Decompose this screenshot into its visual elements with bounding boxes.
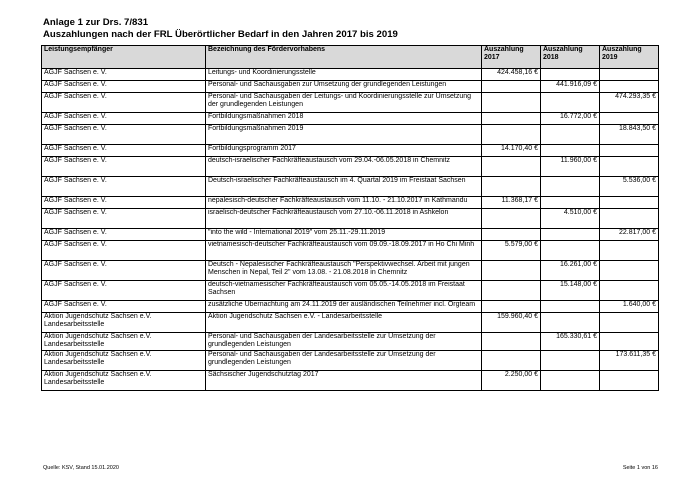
cell-payout-2017 bbox=[482, 157, 541, 177]
page-number: Seite 1 von 16 bbox=[622, 465, 658, 471]
cell-payout-2018: 16.261,00 € bbox=[541, 261, 600, 281]
cell-payout-2019 bbox=[600, 281, 659, 301]
cell-payout-2019 bbox=[600, 81, 659, 93]
table-row bbox=[42, 81, 659, 93]
cell-recipient: Aktion Jugendschutz Sachsen e.V. Landesarbeitsstelle bbox=[42, 313, 206, 333]
cell-recipient: AGJF Sachsen e. V. bbox=[42, 241, 206, 261]
cell-payout-2017 bbox=[482, 261, 541, 281]
cell-project: Aktion Jugendschutz Sachsen e.V. - Landesarbeitsstelle bbox=[206, 313, 482, 333]
payments-table bbox=[41, 45, 659, 391]
cell-payout-2018 bbox=[541, 370, 600, 390]
cell-payout-2017 bbox=[482, 281, 541, 301]
cell-payout-2018 bbox=[541, 125, 600, 145]
cell-payout-2017 bbox=[482, 81, 541, 93]
cell-payout-2018: 11.960,00 € bbox=[541, 157, 600, 177]
cell-payout-2019 bbox=[600, 157, 659, 177]
header-payout-2017: Auszahlung 2017 bbox=[482, 46, 541, 69]
cell-recipient: AGJF Sachsen e. V. bbox=[42, 197, 206, 209]
cell-payout-2019: 18.843,50 € bbox=[600, 125, 659, 145]
cell-project: Sächsischer Jugendschutztag 2017 bbox=[206, 370, 482, 390]
cell-project: Personal- und Sachausgaben zur Umsetzung der grundlegenden Leistungen bbox=[206, 81, 482, 93]
cell-payout-2018: 4.510,00 € bbox=[541, 209, 600, 229]
cell-project: Deutsch - Nepalesischer Fachkräfteaustausch "Perspektivwechsel. Arbeit mit jungen Menschen in Nepal, Teil 2" vom 13.08. - 21.08.2018 in Chemnitz bbox=[206, 261, 482, 281]
cell-project: Personal- und Sachausgaben der Leitungs- und Koordinierungsstelle zur Umsetzung der grundlegenden Leistungen bbox=[206, 93, 482, 113]
cell-payout-2017 bbox=[482, 209, 541, 229]
cell-recipient: Aktion Jugendschutz Sachsen e.V. Landesarbeitsstelle bbox=[42, 350, 206, 370]
cell-payout-2017: 14.170,40 € bbox=[482, 145, 541, 157]
table-body bbox=[42, 69, 659, 391]
cell-payout-2017: 5.579,00 € bbox=[482, 241, 541, 261]
cell-project: nepalesisch-deutscher Fachkräfteaustausch vom 11.10. - 21.10.2017 in Kathmandu bbox=[206, 197, 482, 209]
cell-payout-2019 bbox=[600, 145, 659, 157]
table-row bbox=[42, 261, 659, 281]
cell-payout-2017 bbox=[482, 177, 541, 197]
cell-payout-2018 bbox=[541, 69, 600, 81]
cell-recipient: AGJF Sachsen e. V. bbox=[42, 145, 206, 157]
header-recipient: Leistungsempfänger bbox=[42, 46, 206, 69]
cell-project: Deutsch-israelischer Fachkräfteaustausch im 4. Quartal 2019 im Freistaat Sachsen bbox=[206, 177, 482, 197]
cell-recipient: AGJF Sachsen e. V. bbox=[42, 281, 206, 301]
header-payout-2019: Auszahlung 2019 bbox=[600, 46, 659, 69]
cell-recipient: AGJF Sachsen e. V. bbox=[42, 81, 206, 93]
cell-payout-2017: 159.960,40 € bbox=[482, 313, 541, 333]
table-row bbox=[42, 281, 659, 301]
table-row bbox=[42, 209, 659, 229]
table-row bbox=[42, 241, 659, 261]
cell-project: Personal- und Sachausgaben der Landesarbeitsstelle zur Umsetzung der grundlegenden Leistungen bbox=[206, 350, 482, 370]
table-row bbox=[42, 301, 659, 313]
cell-project: vietnamesisch-deutscher Fachkräfteaustausch vom 09.09.-18.09.2017 in Ho Chi Minh bbox=[206, 241, 482, 261]
cell-payout-2017 bbox=[482, 229, 541, 241]
cell-project: zusätzliche Übernachtung am 24.11.2019 der ausländischen Teilnehmer incl. Orgteam bbox=[206, 301, 482, 313]
table-row bbox=[42, 229, 659, 241]
table-row bbox=[42, 157, 659, 177]
cell-project: deutsch-israelischer Fachkräfteaustausch vom 29.04.-06.05.2018 in Chemnitz bbox=[206, 157, 482, 177]
cell-project: "into the wild - International 2019" vom 25.11.-29.11.2019 bbox=[206, 229, 482, 241]
cell-recipient: AGJF Sachsen e. V. bbox=[42, 177, 206, 197]
cell-payout-2019 bbox=[600, 261, 659, 281]
cell-payout-2018 bbox=[541, 229, 600, 241]
cell-payout-2018: 16.772,00 € bbox=[541, 113, 600, 125]
cell-payout-2017 bbox=[482, 350, 541, 370]
cell-project: deutsch-vietnamesischer Fachkräfteaustausch vom 05.05.-14.05.2018 im Freistaat Sachsen bbox=[206, 281, 482, 301]
cell-payout-2017: 2.250,00 € bbox=[482, 370, 541, 390]
cell-recipient: AGJF Sachsen e. V. bbox=[42, 93, 206, 113]
cell-payout-2017: 424.458,16 € bbox=[482, 69, 541, 81]
header-payout-2018: Auszahlung 2018 bbox=[541, 46, 600, 69]
cell-payout-2019: 474.293,35 € bbox=[600, 93, 659, 113]
cell-payout-2019: 173.611,35 € bbox=[600, 350, 659, 370]
cell-payout-2018 bbox=[541, 197, 600, 209]
cell-project: Fortbildungsprogramm 2017 bbox=[206, 145, 482, 157]
cell-project: Leitungs- und Koordinierungsstelle bbox=[206, 69, 482, 81]
cell-payout-2019 bbox=[600, 370, 659, 390]
cell-recipient: Aktion Jugendschutz Sachsen e.V. Landesarbeitsstelle bbox=[42, 370, 206, 390]
table-row bbox=[42, 113, 659, 125]
cell-payout-2017 bbox=[482, 93, 541, 113]
table-row bbox=[42, 350, 659, 370]
cell-payout-2017: 11.368,17 € bbox=[482, 197, 541, 209]
cell-payout-2018: 165.330,61 € bbox=[541, 333, 600, 351]
cell-recipient: AGJF Sachsen e. V. bbox=[42, 157, 206, 177]
cell-payout-2019 bbox=[600, 197, 659, 209]
table-row bbox=[42, 125, 659, 145]
cell-recipient: AGJF Sachsen e. V. bbox=[42, 69, 206, 81]
cell-payout-2019 bbox=[600, 333, 659, 351]
table-row bbox=[42, 313, 659, 333]
cell-payout-2019 bbox=[600, 313, 659, 333]
cell-payout-2019: 22.817,00 € bbox=[600, 229, 659, 241]
cell-payout-2018 bbox=[541, 301, 600, 313]
source-note: Quelle: KSV, Stand 15.01.2020 bbox=[43, 465, 119, 471]
cell-payout-2018: 441.916,09 € bbox=[541, 81, 600, 93]
cell-payout-2018 bbox=[541, 241, 600, 261]
table-row bbox=[42, 333, 659, 351]
cell-recipient: AGJF Sachsen e. V. bbox=[42, 301, 206, 313]
cell-payout-2018 bbox=[541, 313, 600, 333]
cell-project: Fortbildungsmaßnahmen 2019 bbox=[206, 125, 482, 145]
table-row bbox=[42, 197, 659, 209]
cell-payout-2017 bbox=[482, 301, 541, 313]
cell-payout-2018 bbox=[541, 93, 600, 113]
cell-recipient: AGJF Sachsen e. V. bbox=[42, 229, 206, 241]
cell-project: Fortbildungsmaßnahmen 2018 bbox=[206, 113, 482, 125]
header-project: Bezeichnung des Fördervorhabens bbox=[206, 46, 482, 69]
cell-recipient: AGJF Sachsen e. V. bbox=[42, 113, 206, 125]
cell-payout-2017 bbox=[482, 333, 541, 351]
cell-recipient: AGJF Sachsen e. V. bbox=[42, 261, 206, 281]
cell-payout-2019 bbox=[600, 209, 659, 229]
cell-recipient: AGJF Sachsen e. V. bbox=[42, 209, 206, 229]
cell-recipient: AGJF Sachsen e. V. bbox=[42, 125, 206, 145]
document-subtitle: Auszahlungen nach der FRL Überörtlicher Bedarf in den Jahren 2017 bis 2019 bbox=[43, 29, 398, 40]
cell-recipient: Aktion Jugendschutz Sachsen e.V. Landesarbeitsstelle bbox=[42, 333, 206, 351]
cell-payout-2019: 5.536,00 € bbox=[600, 177, 659, 197]
cell-payout-2018: 15.148,00 € bbox=[541, 281, 600, 301]
table-row bbox=[42, 177, 659, 197]
cell-payout-2019 bbox=[600, 113, 659, 125]
cell-payout-2017 bbox=[482, 113, 541, 125]
table-row bbox=[42, 145, 659, 157]
cell-payout-2018 bbox=[541, 350, 600, 370]
table-row bbox=[42, 69, 659, 81]
cell-project: israelisch-deutscher Fachkräfteaustausch vom 27.10.-06.11.2018 in Ashkelon bbox=[206, 209, 482, 229]
cell-payout-2019: 1.640,00 € bbox=[600, 301, 659, 313]
table-header-row bbox=[42, 46, 659, 69]
cell-project: Personal- und Sachausgaben der Landesarbeitsstelle zur Umsetzung der grundlegenden Leistungen bbox=[206, 333, 482, 351]
cell-payout-2017 bbox=[482, 125, 541, 145]
document-title: Anlage 1 zur Drs. 7/831 bbox=[43, 17, 149, 28]
cell-payout-2018 bbox=[541, 145, 600, 157]
cell-payout-2019 bbox=[600, 241, 659, 261]
table-row bbox=[42, 370, 659, 390]
table-row bbox=[42, 93, 659, 113]
cell-payout-2018 bbox=[541, 177, 600, 197]
cell-payout-2019 bbox=[600, 69, 659, 81]
